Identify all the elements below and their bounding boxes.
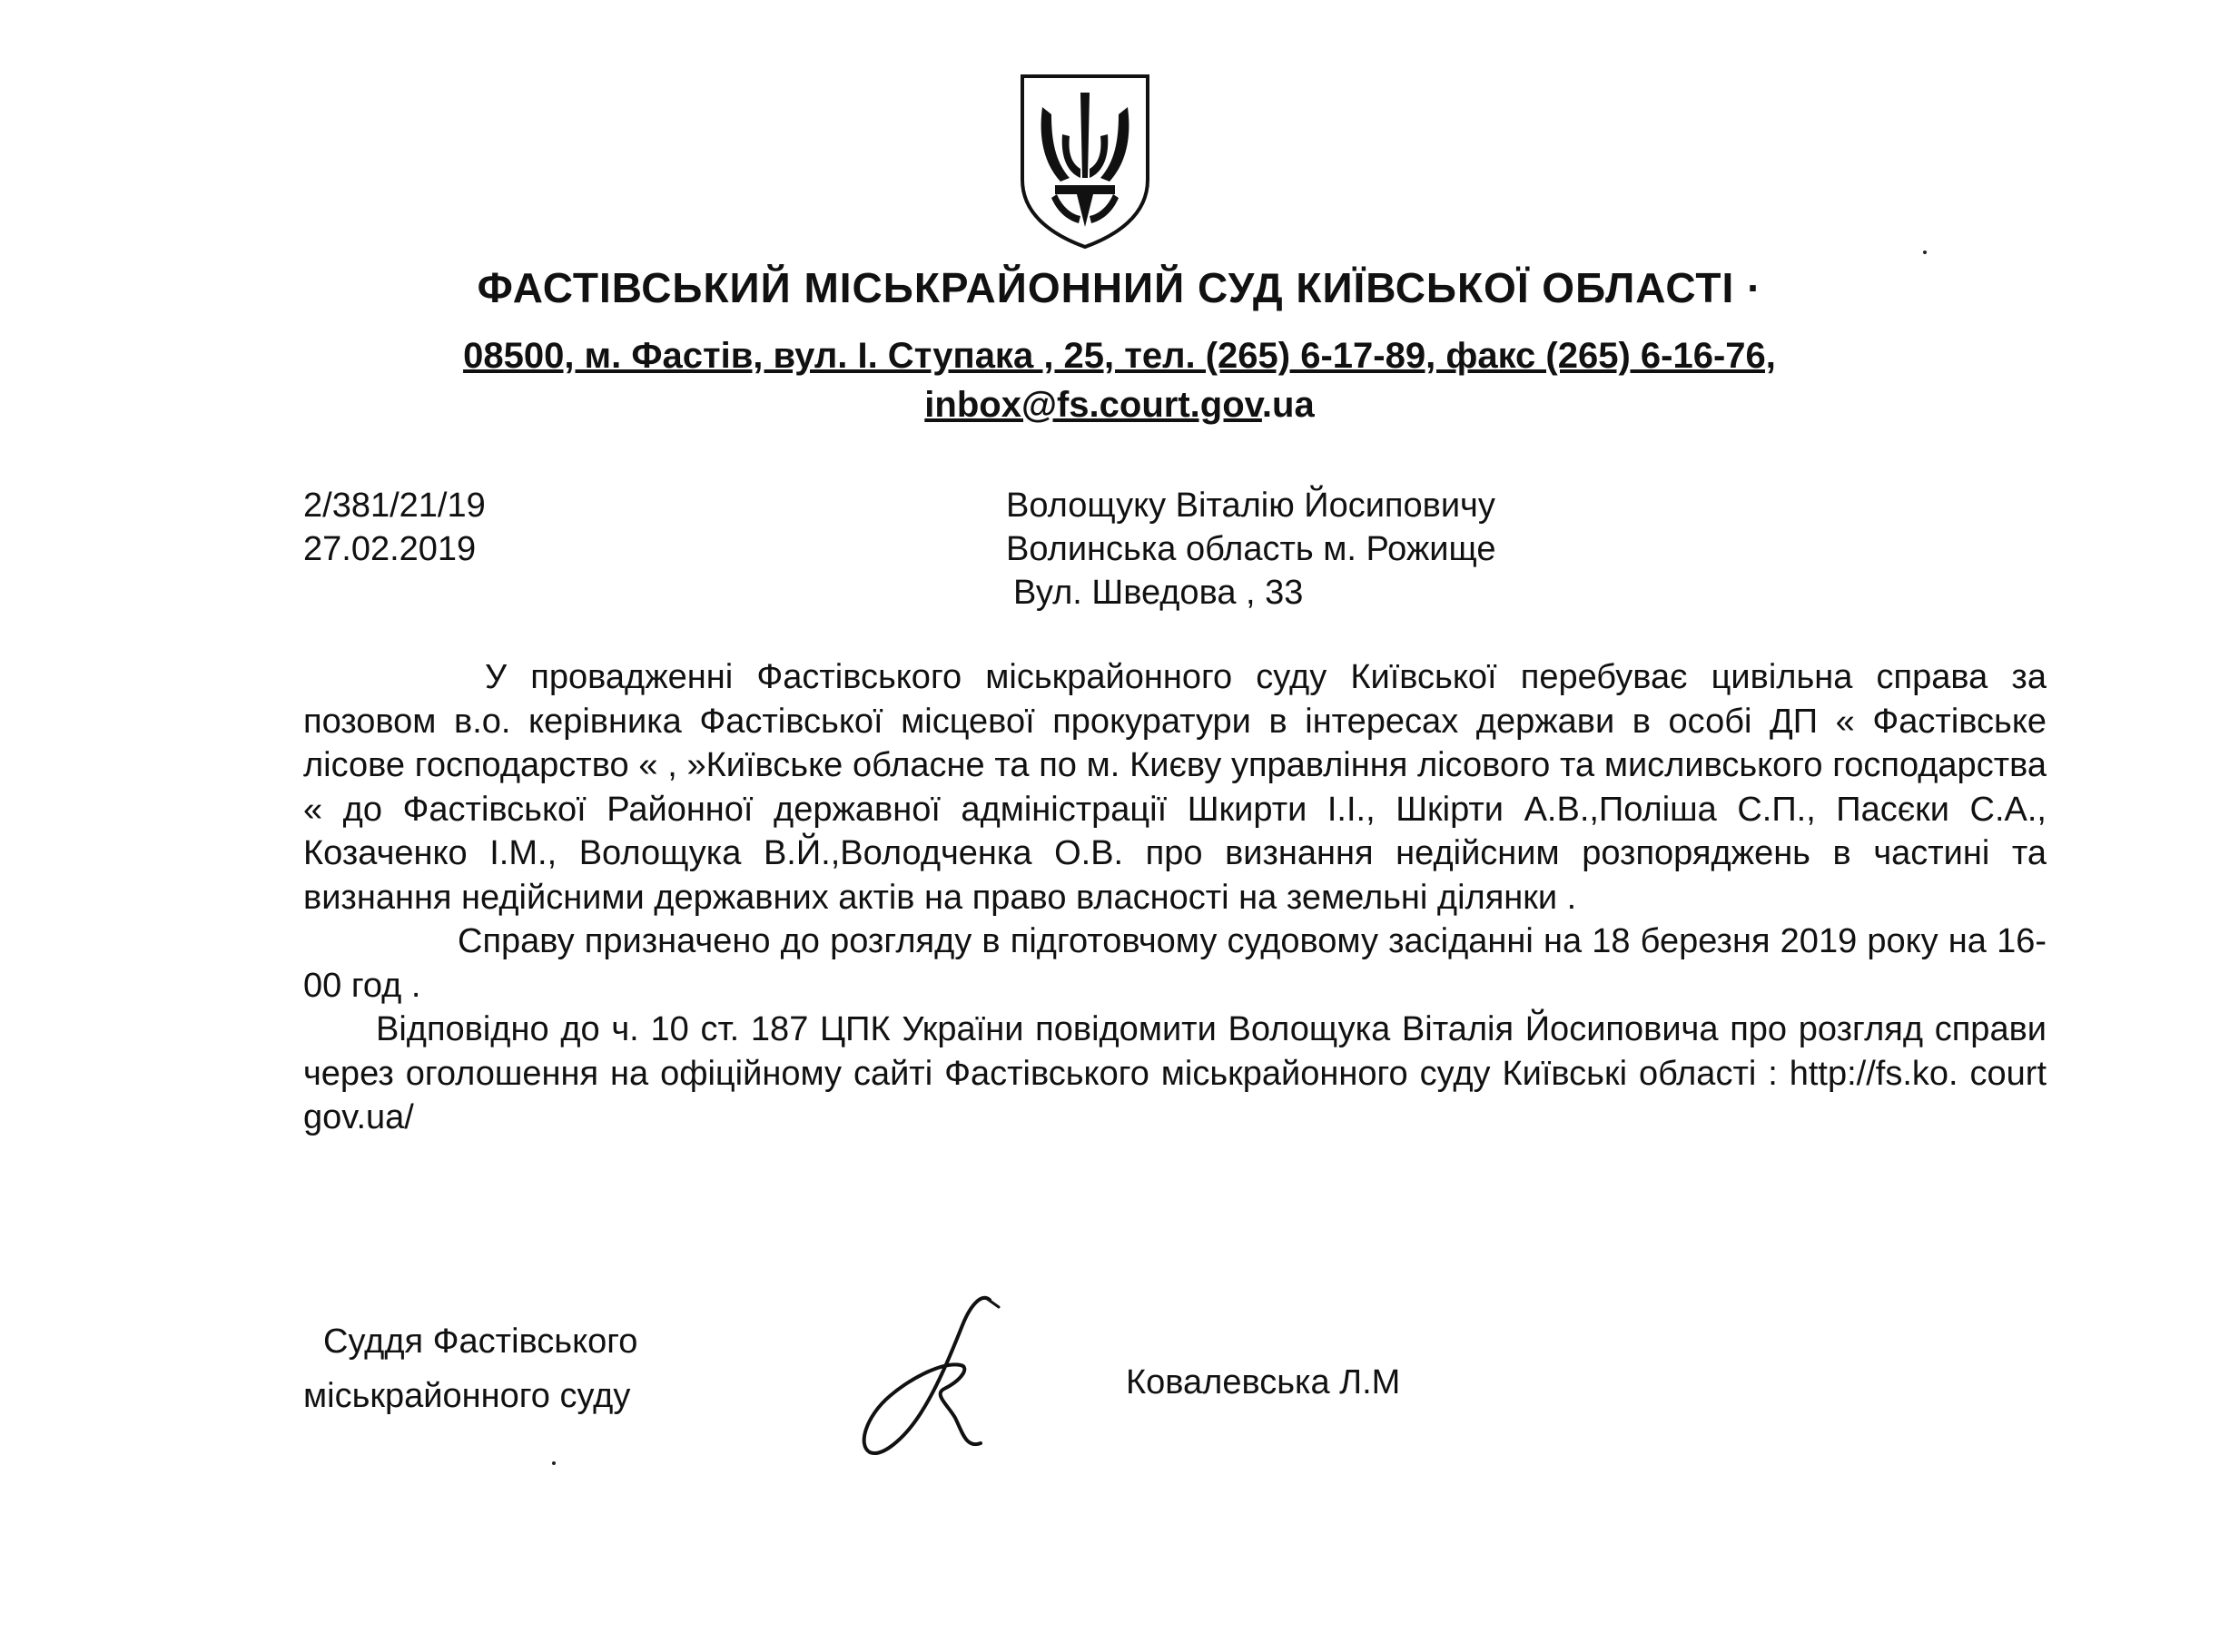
recipient-name: Волощуку Віталію Йосиповичу bbox=[1006, 487, 1495, 525]
court-address: 08500, м. Фастів, вул. І. Ступака , 25, тел. (265) 6-17-89, факс (265) 6-16-76, bbox=[463, 336, 1776, 376]
scan-speck bbox=[1923, 251, 1927, 254]
judge-title-line-2: міськрайонного суду bbox=[303, 1377, 631, 1415]
handwritten-signature-icon bbox=[853, 1289, 1017, 1470]
court-email bbox=[0, 385, 2239, 426]
court-email-link[interactable]: inbox@fs.court.gov bbox=[924, 385, 1262, 425]
trident-emblem-icon bbox=[1015, 71, 1155, 251]
document-date: 27.02.2019 bbox=[303, 530, 477, 568]
court-name-heading: ФАСТІВСЬКИЙ МІСЬКРАЙОННИЙ СУД КИЇВСЬКОЇ ОБЛАСТІ · bbox=[477, 264, 1762, 311]
court-email-tld: .ua bbox=[1261, 385, 1315, 425]
case-number: 2/381/21/19 bbox=[303, 487, 486, 525]
recipient-street: Вул. Шведова , 33 bbox=[1013, 574, 1304, 612]
body-paragraph-1: У провадженні Фастівського міськрайонного суду Київської перебуває цивільна справа за позовом в.о. керівника Фастівської місцевої прокуратури в інтересах держави в особі ДП « Фастівське лісове господарство « , »Київське обласне та по м. Києву управління лісового та мисливського господарства « до Фастівської Районної державної адміністрації Шкирти І.І., Шкірти А.В.,Поліша С.П., Пасєки С.А., Козаченко І.М., Волощука В.Й.,Володченка О.В. про визнання недійсним розпоряджень в частині та визнання недійсними державних актів на право власності на земельні ділянки . bbox=[303, 658, 2047, 917]
body-paragraph-3: Відповідно до ч. 10 ст. 187 ЦПК України повідомити Волощука Віталія Йосиповича про розгляд справи через оголошення на офіційному сайті Фастівського міськрайонного суду Київські області : http://fs.ko. court gov.ua/ bbox=[303, 1010, 2047, 1136]
body-paragraph-2: Справу призначено до розгляду в підготовчому судовому засіданні на 18 березня 2019 року на 16-00 год . bbox=[303, 922, 2047, 1005]
judge-title-line-1: Суддя Фастівського bbox=[323, 1323, 638, 1361]
scan-speck bbox=[552, 1461, 556, 1465]
judge-name: Ковалевська Л.М bbox=[1126, 1363, 1401, 1401]
recipient-region: Волинська область м. Рожище bbox=[1006, 530, 1496, 568]
letter-body bbox=[303, 655, 2047, 1140]
judge-title bbox=[303, 1314, 637, 1423]
